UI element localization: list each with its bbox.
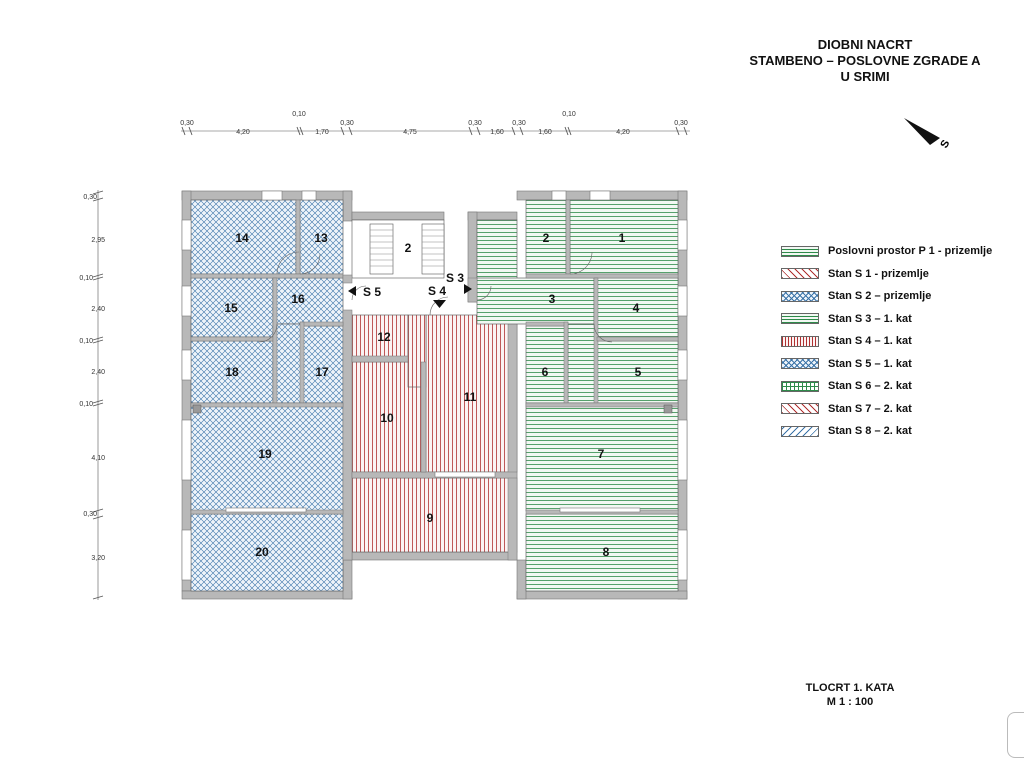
stair-label-s4: S 4 [428,284,447,298]
stair-label-s3: S 3 [446,271,465,285]
legend [781,240,992,443]
room-label-13: 13 [314,231,328,245]
dim-v-2: 2,95 [91,237,105,244]
room-label-17: 17 [315,365,329,379]
room-label-18: 18 [225,365,239,379]
stair-label-s5: S 5 [363,285,382,299]
legend-label: Stan S 3 – 1. kat [828,312,912,325]
dim-h-9: 0,30 [512,120,526,127]
arrow-left-s5 [348,286,356,296]
dim-h-7: 0,30 [468,120,482,127]
title-line-3: U SRIMI [840,69,890,84]
dim-h-6: 4,75 [403,129,417,136]
room-3 [477,278,594,324]
legend-item [781,398,992,421]
room-label-2-stair: 2 [404,241,412,255]
dim-v-4: 2,40 [91,306,105,313]
dim-h-3: 0,10 [292,111,306,118]
arrow-down-s4 [433,300,446,308]
room-label-15: 15 [224,301,238,315]
legend-label: Stan S 4 – 1. kat [828,335,912,348]
legend-swatch [781,291,819,302]
legend-item [781,375,992,398]
room-label-20: 20 [255,545,269,559]
room-label-2: 2 [542,231,550,245]
dim-h-5: 0,30 [340,120,354,127]
legend-label: Poslovni prostor P 1 - prizemlje [828,245,993,258]
orientation-arrow [904,118,952,150]
dim-v-9: 0,30 [83,511,97,518]
sheet-title: TLOCRT 1. KATA [805,682,895,694]
dim-v-8: 4,10 [91,455,105,462]
legend-label: Stan S 2 – prizemlje [828,290,932,303]
legend-label: Stan S 8 – 2. kat [828,425,912,438]
legend-swatch [781,403,819,414]
dim-v-7: 0,10 [79,401,93,408]
dim-h-1: 0,30 [180,120,194,127]
dim-v-10: 3,20 [91,555,105,562]
dim-h-2: 4,20 [236,129,250,136]
legend-item [781,330,992,353]
dim-h-11: 0,10 [562,111,576,118]
apartment-s4-rooms [352,315,517,552]
dim-h-8: 1,60 [490,129,504,136]
room-label-7: 7 [597,447,605,461]
legend-label: Stan S 6 – 2. kat [828,380,912,393]
legend-swatch [781,426,819,437]
dim-h-13: 0,30 [674,120,688,127]
room-label-11: 11 [463,390,477,404]
legend-label: Stan S 1 - prizemlje [828,267,929,280]
room-label-9: 9 [426,511,434,525]
room-label-4: 4 [632,301,640,315]
sheet-info [760,681,940,709]
dim-h-10: 1,60 [538,129,552,136]
room-corridor-s5 [273,324,303,403]
sheet-scale: M 1 : 100 [826,696,874,708]
legend-item [781,353,992,376]
legend-swatch [781,381,819,392]
orientation-arrow-icon [904,118,940,145]
drawing-title [700,37,1024,85]
horizontal-dimension-line [181,127,690,135]
page-edge-tab[interactable] [1007,712,1024,758]
room-label-5: 5 [634,365,642,379]
dim-v-1: 0,30 [83,194,97,201]
room-label-16: 16 [291,292,305,306]
room-9 [352,478,517,552]
legend-swatch [781,313,819,324]
dim-h-4: 1,70 [315,129,329,136]
dim-v-5: 0,10 [79,338,93,345]
vertical-dimension-line [93,190,103,600]
room-16 [273,278,343,324]
room-label-14: 14 [235,231,249,245]
room-label-1: 1 [618,231,626,245]
title-line-1: DIOBNI NACRT [817,37,913,52]
legend-swatch [781,246,819,257]
legend-swatch [781,336,819,347]
staircase [352,220,444,278]
room-label-12: 12 [377,330,391,344]
room-corridor-s3b [568,324,597,403]
dim-v-3: 0,10 [79,275,93,282]
legend-swatch [781,358,819,369]
room-label-3: 3 [548,292,556,306]
orientation-label: S [938,137,953,151]
room-label-8: 8 [602,545,610,559]
legend-swatch [781,268,819,279]
legend-item [781,308,992,331]
room-label-6: 6 [541,365,549,379]
dim-v-6: 2,40 [91,369,105,376]
legend-label: Stan S 7 – 2. kat [828,402,912,415]
legend-item [781,285,992,308]
legend-label: Stan S 5 – 1. kat [828,357,912,370]
room-label-19: 19 [258,447,272,461]
legend-item [781,240,992,263]
legend-item [781,263,992,286]
apartment-s5-rooms [191,200,343,591]
room-label-10: 10 [380,411,394,425]
title-line-2: STAMBENO – POSLOVNE ZGRADE A [749,53,981,68]
dim-h-12: 4,20 [616,129,630,136]
legend-item [781,420,992,443]
